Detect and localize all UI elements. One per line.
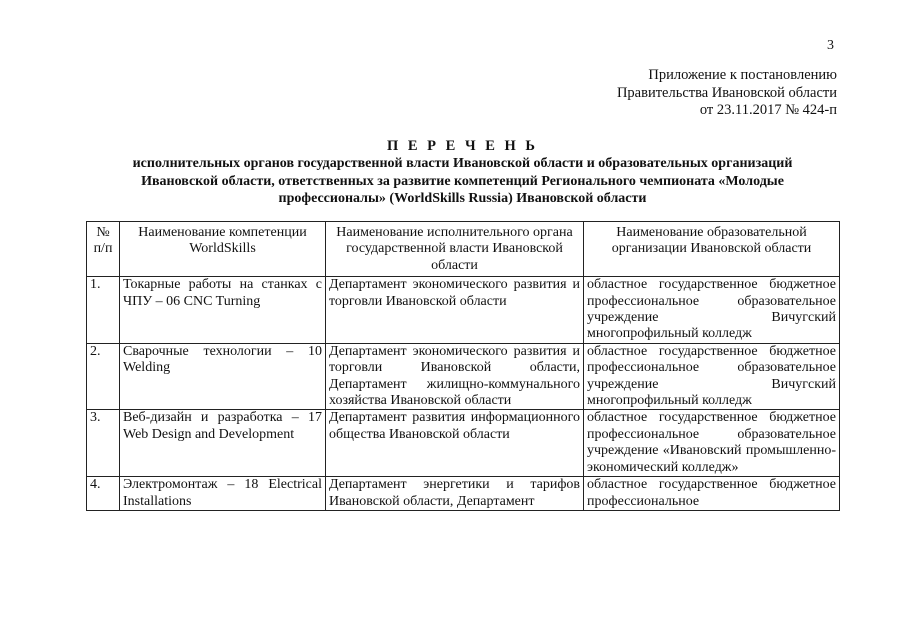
row-competency: Электромонтаж – 18 Electrical Installations: [120, 477, 326, 511]
header-authority: Наименование исполнительного органа государственной власти Ивановской области: [326, 222, 584, 277]
row-competency: Сварочные технологии – 10 Welding: [120, 343, 326, 410]
document-title: П Е Р Е Ч Е Н Ь: [386, 138, 539, 154]
competency-table: [86, 221, 840, 511]
row-organization: областное государственное бюджетное профессиональное: [584, 477, 840, 511]
row-number: 1.: [87, 277, 120, 344]
subtitle-line: исполнительных органов государственной власти Ивановской области и образовательных организаций: [132, 156, 793, 171]
row-competency: Веб-дизайн и разработка – 17 Web Design and Development: [120, 410, 326, 477]
header-competency: Наименование компетенции WorldSkills: [120, 222, 326, 277]
row-competency: Токарные работы на станках с ЧПУ – 06 CNC Turning: [120, 277, 326, 344]
document-subtitle: [90, 155, 835, 208]
table-row: [87, 277, 840, 344]
appendix-line: Правительства Ивановской области: [616, 84, 837, 101]
row-number: 2.: [87, 343, 120, 410]
subtitle-line: профессионалы» (WorldSkills Russia) Ивановской области: [278, 191, 647, 206]
row-number: 4.: [87, 477, 120, 511]
row-authority: Департамент развития информационного общества Ивановской области: [326, 410, 584, 477]
table-row: [87, 343, 840, 410]
page-number: 3: [827, 38, 834, 53]
subtitle-line: Ивановской области, ответственных за развитие компетенций Регионального чемпионата «Молодые: [141, 173, 784, 189]
header-number: № п/п: [87, 222, 120, 277]
appendix-note: [617, 67, 837, 120]
appendix-line: от 23.11.2017 № 424-п: [699, 102, 837, 118]
row-organization: областное государственное бюджетное профессиональное образовательное учреждение «Ивановский промышленно-экономический колледж»: [584, 410, 840, 477]
row-authority: Департамент экономического развития и торговли Ивановской области: [326, 277, 584, 344]
document-header: [90, 137, 835, 208]
header-organization: Наименование образовательной организации Ивановской области: [584, 222, 840, 277]
row-organization: областное государственное бюджетное профессиональное образовательное учреждение Вичугский многопрофильный колледж: [584, 343, 840, 410]
appendix-line: Приложение к постановлению: [648, 67, 837, 83]
table-header-row: [87, 222, 840, 277]
row-authority: Департамент энергетики и тарифов Ивановской области, Департамент: [326, 477, 584, 511]
row-number: 3.: [87, 410, 120, 477]
table-row: [87, 410, 840, 477]
table-row: [87, 477, 840, 511]
row-authority: Департамент экономического развития и торговли Ивановской области, Департамент жилищно-коммунального хозяйства Ивановской области: [326, 343, 584, 410]
row-organization: областное государственное бюджетное профессиональное образовательное учреждение Вичугский многопрофильный колледж: [584, 277, 840, 344]
